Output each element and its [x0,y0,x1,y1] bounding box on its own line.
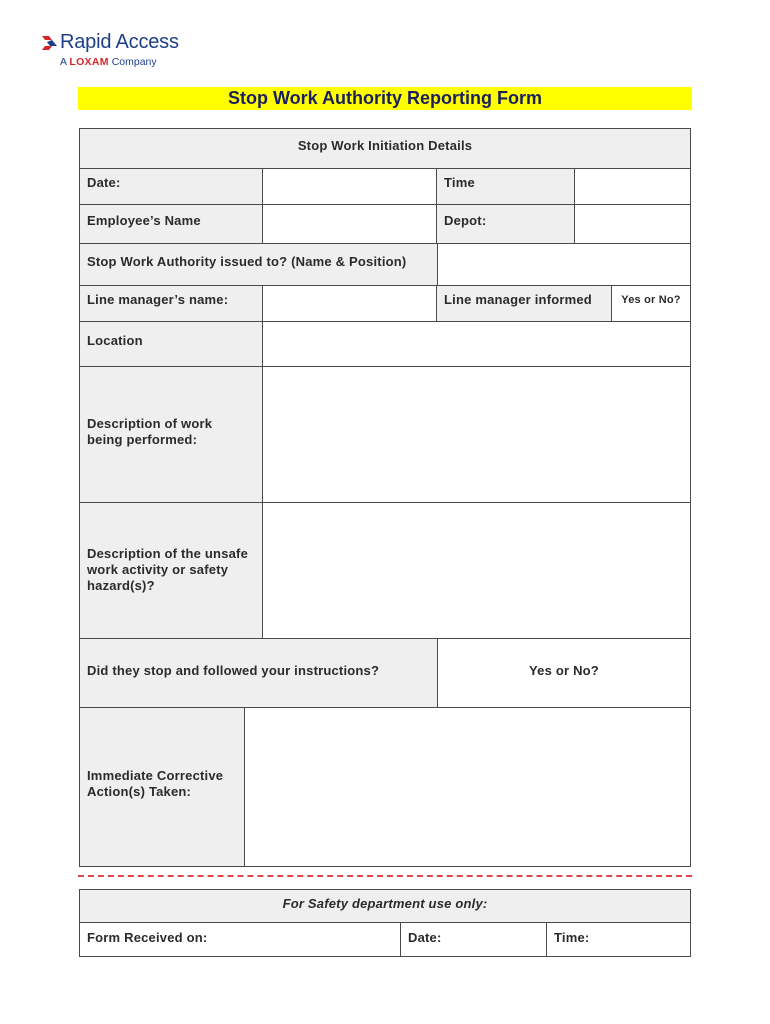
section-header-initiation: Stop Work Initiation Details [79,128,691,169]
line-manager-informed-field[interactable]: Yes or No? [611,285,691,322]
description-work-label-cell: Description of work being performed: [79,366,263,503]
logo-brand-text: Rapid Access [60,31,179,53]
form-received-cell[interactable]: Form Received on: [79,922,401,957]
employee-name-field[interactable] [262,204,437,244]
date-label-cell: Date: [79,168,263,205]
logo-subtitle: A LOXAM Company [60,56,157,68]
time-label-cell: Time [436,168,575,205]
description-unsafe-field[interactable] [262,502,691,639]
employee-name-label-cell: Employee’s Name [79,204,263,244]
issued-to-field[interactable] [437,243,691,286]
description-work-field[interactable] [262,366,691,503]
location-label-cell: Location [79,321,263,367]
issued-to-label-cell: Stop Work Authority issued to? (Name & Position) [79,243,438,286]
line-manager-name-field[interactable] [262,285,437,322]
corrective-action-label-cell: Immediate Corrective Action(s) Taken: [79,707,245,867]
depot-label-cell: Depot: [436,204,575,244]
safety-time-cell[interactable]: Time: [546,922,691,957]
time-field[interactable] [574,168,691,205]
loxam-wordmark: LOXAM [69,56,109,68]
form-title: Stop Work Authority Reporting Form [228,88,542,108]
safety-date-cell[interactable]: Date: [400,922,547,957]
corrective-action-field[interactable] [244,707,691,867]
cut-line-divider [78,875,692,877]
form-title-banner [78,87,692,110]
description-unsafe-label-cell: Description of the unsafe work activity or safety hazard(s)? [79,502,263,639]
did-they-stop-label-cell: Did they stop and followed your instructions? [79,638,438,708]
did-they-stop-field[interactable]: Yes or No? [437,638,691,708]
date-field[interactable] [262,168,437,205]
rapid-access-logo-icon [40,34,60,52]
location-field[interactable] [262,321,691,367]
safety-section-header: For Safety department use only: [79,889,691,923]
line-manager-informed-label-cell: Line manager informed [436,285,612,322]
depot-field[interactable] [574,204,691,244]
company-logo [38,30,208,72]
line-manager-name-label-cell: Line manager’s name: [79,285,263,322]
